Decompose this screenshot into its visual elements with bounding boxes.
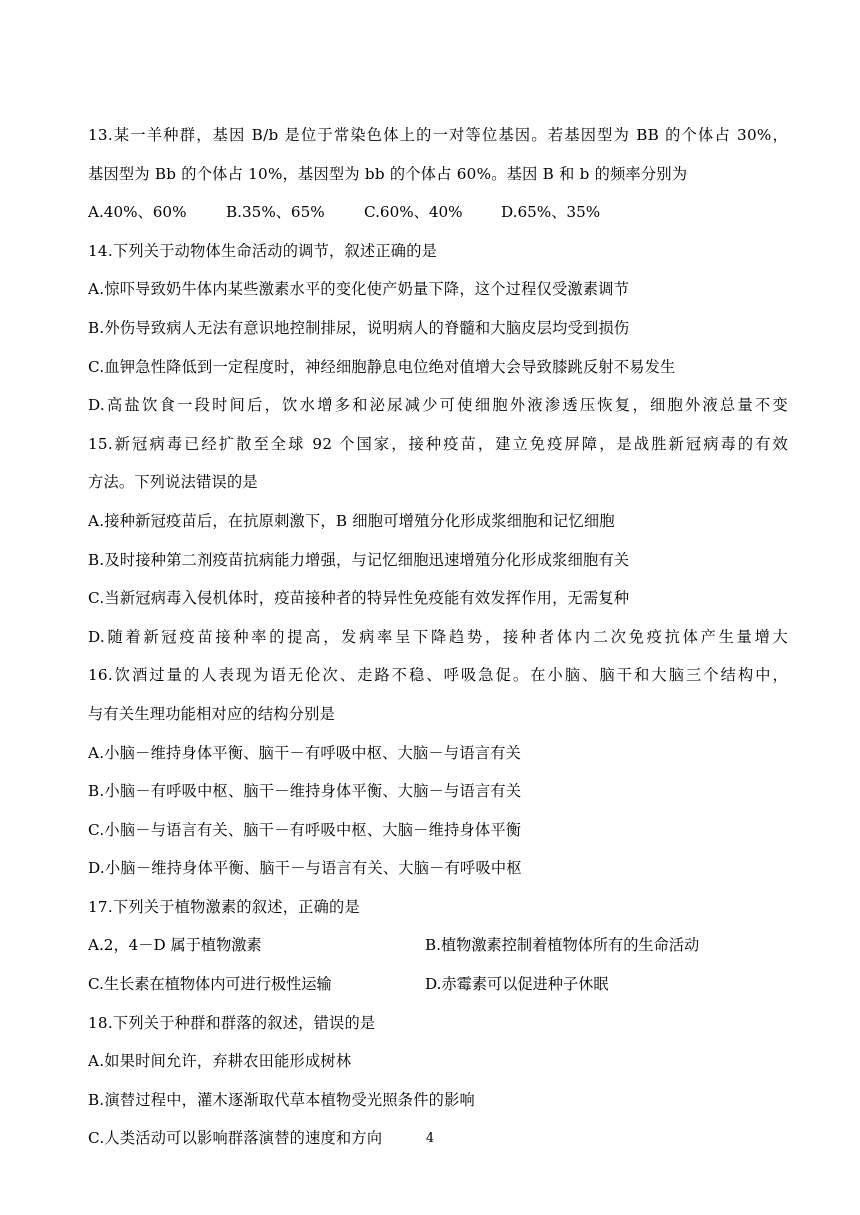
q15-option-c: C.当新冠病毒入侵机体时，疫苗接种者的特异性免疫能有效发挥作用，无需复种 xyxy=(88,589,630,608)
q14-option-d: D.高盐饮食一段时间后，饮水增多和泌尿减少可使细胞外液渗透压恢复，细胞外液总量不变 xyxy=(88,396,788,415)
q18-option-b: B.演替过程中，灌木逐渐取代草本植物受光照条件的影响 xyxy=(88,1090,475,1109)
q13-option-b: B.35%、65% xyxy=(226,203,325,222)
q18-option-c: C.人类活动可以影响群落演替的速度和方向 xyxy=(88,1129,383,1148)
q17-options-row-2 xyxy=(88,965,788,1004)
q16-option-c: C.小脑－与语言有关、脑干－有呼吸中枢、大脑－维持身体平衡 xyxy=(88,820,522,839)
q16-stem-line-2: 与有关生理功能相对应的结构分别是 xyxy=(88,704,335,723)
q17-option-d: D.赤霉素可以促进种子休眠 xyxy=(425,975,609,994)
page-number: 4 xyxy=(425,1131,435,1146)
q17-option-c: C.生长素在植物体内可进行极性运输 xyxy=(88,975,332,994)
q15-option-b: B.及时接种第二剂疫苗抗病能力增强，与记忆细胞迅速增殖分化形成浆细胞有关 xyxy=(88,550,630,569)
q18-stem: 18.下列关于种群和群落的叙述，错误的是 xyxy=(88,1013,376,1032)
q16-option-b: B.小脑－有呼吸中枢、脑干－维持身体平衡、大脑－与语言有关 xyxy=(88,782,522,801)
q14-option-c: C.血钾急性降低到一定程度时，神经细胞静息电位绝对值增大会导致膝跳反射不易发生 xyxy=(88,357,676,376)
question-list xyxy=(88,116,788,1158)
q13-options xyxy=(88,193,788,232)
q17-stem: 17.下列关于植物激素的叙述，正确的是 xyxy=(88,897,360,916)
q17-option-b: B.植物激素控制着植物体所有的生命活动 xyxy=(425,936,700,955)
q17-option-a: A.2，4－D 属于植物激素 xyxy=(88,936,262,955)
q15-option-d: D.随着新冠疫苗接种率的提高，发病率呈下降趋势，接种者体内二次免疫抗体产生量增大 xyxy=(88,627,788,646)
q14-option-a: A.惊吓导致奶牛体内某些激素水平的变化使产奶量下降，这个过程仅受激素调节 xyxy=(88,280,630,299)
q13-option-d: D.65%、35% xyxy=(501,203,601,222)
q13-stem-line-1: 13.某一羊种群，基因 B/b 是位于常染色体上的一对等位基因。若基因型为 BB 的个体占 30%， xyxy=(88,126,788,144)
q15-option-a: A.接种新冠疫苗后，在抗原刺激下，B 细胞可增殖分化形成浆细胞和记忆细胞 xyxy=(88,511,615,530)
q14-stem: 14.下列关于动物体生命活动的调节，叙述正确的是 xyxy=(88,241,438,260)
q13-stem-line-2: 基因型为 Bb 的个体占 10%，基因型为 bb 的个体占 60%。基因 B 和 b 的频率分别为 xyxy=(88,164,688,183)
q16-option-a: A.小脑－维持身体平衡、脑干－有呼吸中枢、大脑－与语言有关 xyxy=(88,743,522,762)
q18-option-a: A.如果时间允许，弃耕农田能形成树林 xyxy=(88,1052,352,1071)
q13-option-a: A.40%、60% xyxy=(88,203,187,222)
q14-option-b: B.外伤导致病人无法有意识地控制排尿，说明病人的脊髓和大脑皮层均受到损伤 xyxy=(88,318,630,337)
q16-option-d: D.小脑－维持身体平衡、脑干－与语言有关、大脑－有呼吸中枢 xyxy=(88,859,522,878)
q15-stem-line-2: 方法。下列说法错误的是 xyxy=(88,473,258,492)
q16-stem-line-1: 16.饮酒过量的人表现为语无伦次、走路不稳、呼吸急促。在小脑、脑干和大脑三个结构中， xyxy=(88,666,788,685)
q15-stem-line-1: 15.新冠病毒已经扩散至全球 92 个国家，接种疫苗，建立免疫屏障，是战胜新冠病毒的有效 xyxy=(88,434,788,453)
q13-option-c: C.60%、40% xyxy=(364,203,463,222)
q17-options-row-1 xyxy=(88,926,788,965)
